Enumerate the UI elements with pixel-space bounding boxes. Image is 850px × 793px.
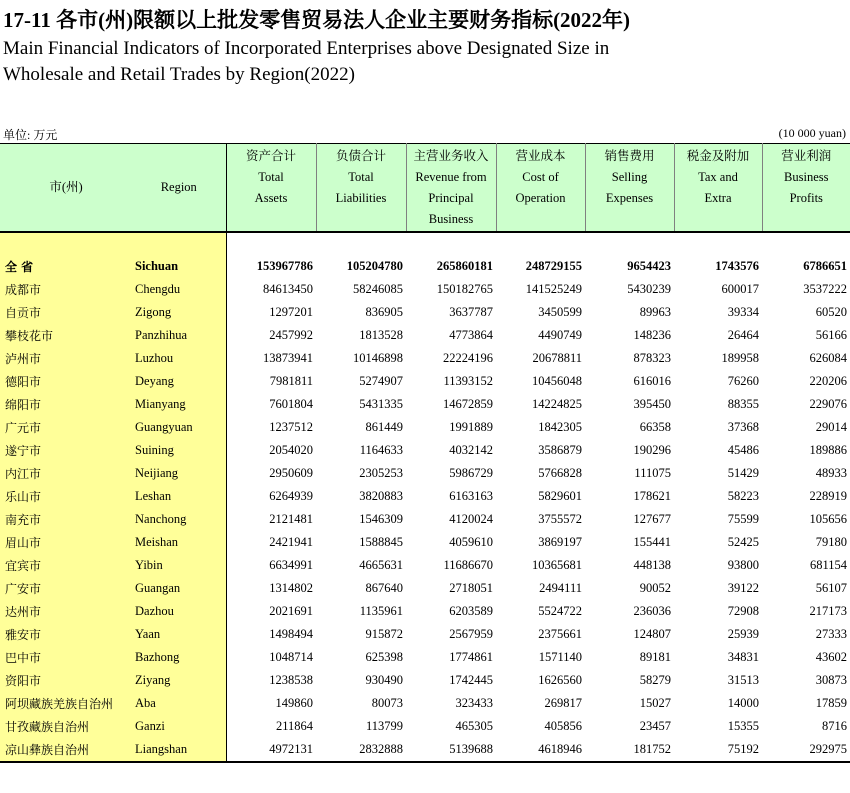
value-cell: 89963 [639,305,671,319]
region-name-en: Aba [132,692,226,715]
value-cell: 5766828 [538,466,582,480]
value-cell: 2021691 [269,604,313,618]
value-cell: 5829601 [538,489,582,503]
spacer-row [0,232,850,255]
value-cell: 89181 [639,650,671,664]
region-name-cn: 绵阳市 [0,393,132,416]
value-cell: 861449 [365,420,403,434]
table-body [0,232,850,762]
page-title-cn: 17-11 各市(州)限额以上批发零售贸易法人企业主要财务指标(2022年) [3,8,631,32]
region-name-en: Chengdu [132,278,226,301]
region-name-cn: 广元市 [0,416,132,439]
region-name-en: Luzhou [132,347,226,370]
value-cell: 3537222 [803,282,847,296]
value-cell: 2375661 [538,627,582,641]
region-name-en: Yaan [132,623,226,646]
table-row [0,278,850,301]
value-cell: 6203589 [449,604,493,618]
region-name-cn: 广安市 [0,577,132,600]
value-cell: 1498494 [269,627,313,641]
value-cell: 625398 [365,650,403,664]
value-cell: 236036 [633,604,671,618]
region-name-cn: 成都市 [0,278,132,301]
value-cell: 148236 [633,328,671,342]
title-en-line2: Wholesale and Retail Trades by Region(2022) [3,64,355,85]
value-cell: 155441 [633,535,671,549]
value-cell: 626084 [809,351,847,365]
region-name-en: Mianyang [132,393,226,416]
value-cell: 58279 [639,673,671,687]
value-cell: 2718051 [449,581,493,595]
region-name-en: Liangshan [132,738,226,762]
value-cell: 66358 [639,420,671,434]
region-name-cn: 达州市 [0,600,132,623]
value-cell: 1626560 [538,673,582,687]
header-selling-expenses: 销售费用 Selling Expenses [585,144,674,233]
value-cell: 75599 [727,512,759,526]
header-revenue: 主营业务收入 Revenue from Principal Business [406,144,496,233]
region-name-cn: 遂宁市 [0,439,132,462]
value-cell: 5986729 [449,466,493,480]
title-en-line1: Main Financial Indicators of Incorporated Enterprises above Designated Size in [3,38,610,59]
value-cell: 8716 [822,719,847,733]
value-cell: 178621 [633,489,671,503]
value-cell: 124807 [633,627,671,641]
value-cell: 292975 [809,742,847,756]
value-cell: 2457992 [269,328,313,342]
region-name-en: Ziyang [132,669,226,692]
value-cell: 915872 [365,627,403,641]
value-cell: 20678811 [532,351,582,365]
region-name-en: Deyang [132,370,226,393]
value-cell: 395450 [633,397,671,411]
value-cell: 867640 [365,581,403,595]
region-name-cn: 宜宾市 [0,554,132,577]
value-cell: 27333 [815,627,847,641]
table-row [0,393,850,416]
value-cell: 323433 [455,696,493,710]
value-cell: 13873941 [263,351,313,365]
value-cell: 88355 [727,397,759,411]
value-cell: 72908 [727,604,759,618]
table-row [0,462,850,485]
value-cell: 51429 [727,466,759,480]
value-cell: 181752 [633,742,671,756]
region-name-en: Guangyuan [132,416,226,439]
region-name-cn: 巴中市 [0,646,132,669]
value-cell: 4120024 [449,512,493,526]
value-cell: 2121481 [269,512,313,526]
region-name-en: Guangan [132,577,226,600]
table-row [0,715,850,738]
region-name-en: Zigong [132,301,226,324]
value-cell: 229076 [809,397,847,411]
value-cell: 681154 [809,558,847,572]
value-cell: 2054020 [269,443,313,457]
region-name-cn: 内江市 [0,462,132,485]
value-cell: 14672859 [443,397,493,411]
table-row [0,554,850,577]
value-cell: 2832888 [359,742,403,756]
value-cell: 269817 [544,696,582,710]
value-cell: 37368 [727,420,759,434]
value-cell: 2421941 [269,535,313,549]
value-cell: 228919 [809,489,847,503]
value-cell: 39334 [727,305,759,319]
value-cell: 4032142 [449,443,493,457]
value-cell: 265860181 [436,259,493,273]
value-cell: 80073 [371,696,403,710]
value-cell: 5524722 [538,604,582,618]
value-cell: 23457 [639,719,671,733]
value-cell: 153967786 [256,259,313,273]
value-cell: 14224825 [532,397,582,411]
value-cell: 190296 [633,443,671,457]
unit-label-en: (10 000 yuan) [778,126,846,140]
value-cell: 3637787 [449,305,493,319]
value-cell: 4059610 [449,535,493,549]
table-row [0,692,850,715]
value-cell: 79180 [815,535,847,549]
region-name-en: Panzhihua [132,324,226,347]
value-cell: 7981811 [269,374,313,388]
table-row [0,623,850,646]
value-cell: 1238538 [269,673,313,687]
value-cell: 58246085 [353,282,403,296]
page-title-en [3,36,609,88]
value-cell: 4972131 [269,742,313,756]
value-cell: 5431335 [359,397,403,411]
header-tax-extra: 税金及附加 Tax and Extra [674,144,762,233]
value-cell: 48933 [815,466,847,480]
value-cell: 26464 [727,328,759,342]
value-cell: 113799 [365,719,403,733]
value-cell: 76260 [727,374,759,388]
value-cell: 11686670 [443,558,493,572]
region-name-cn: 泸州市 [0,347,132,370]
value-cell: 248729155 [525,259,582,273]
table-row [0,738,850,762]
header-business-profits: 营业利润 Business Profits [762,144,850,233]
region-name-cn: 德阳市 [0,370,132,393]
value-cell: 1842305 [538,420,582,434]
value-cell: 34831 [727,650,759,664]
value-cell: 39122 [727,581,759,595]
value-cell: 7601804 [269,397,313,411]
unit-label-cn: 单位: 万元 [3,128,58,142]
value-cell: 6264939 [269,489,313,503]
region-name-en: Bazhong [132,646,226,669]
region-name-en: Neijiang [132,462,226,485]
value-cell: 4618946 [538,742,582,756]
value-cell: 10365681 [532,558,582,572]
header-cost-of-operation: 营业成本 Cost of Operation [496,144,585,233]
value-cell: 105656 [809,512,847,526]
value-cell: 600017 [721,282,759,296]
value-cell: 189886 [809,443,847,457]
value-cell: 111075 [634,466,671,480]
table-row [0,347,850,370]
value-cell: 105204780 [346,259,403,273]
region-name-en: Sichuan [132,255,226,278]
value-cell: 2494111 [539,581,582,595]
value-cell: 52425 [727,535,759,549]
value-cell: 448138 [633,558,671,572]
value-cell: 5430239 [627,282,671,296]
header-region-en: Region [160,179,197,194]
region-name-en: Yibin [132,554,226,577]
value-cell: 11393152 [443,374,493,388]
value-cell: 150182765 [436,282,493,296]
value-cell: 22224196 [443,351,493,365]
value-cell: 17859 [815,696,847,710]
value-cell: 1991889 [449,420,493,434]
value-cell: 211864 [275,719,313,733]
region-name-cn: 阿坝藏族羌族自治州 [0,692,132,715]
value-cell: 465305 [455,719,493,733]
value-cell: 3869197 [538,535,582,549]
value-cell: 58223 [727,489,759,503]
value-cell: 10456048 [532,374,582,388]
table-row [0,577,850,600]
value-cell: 220206 [809,374,847,388]
region-name-cn: 攀枝花市 [0,324,132,347]
value-cell: 189958 [721,351,759,365]
table-row [0,669,850,692]
table-row [0,485,850,508]
value-cell: 84613450 [263,282,313,296]
value-cell: 1774861 [449,650,493,664]
header-total-liabilities: 负债合计 Total Liabilities [316,144,406,233]
value-cell: 60520 [815,305,847,319]
value-cell: 6786651 [803,259,847,273]
value-cell: 93800 [727,558,759,572]
region-name-cn: 全 省 [0,255,132,278]
table-row [0,531,850,554]
value-cell: 5274907 [359,374,403,388]
table-row [0,439,850,462]
value-cell: 3586879 [538,443,582,457]
value-cell: 15355 [727,719,759,733]
value-cell: 1297201 [269,305,313,319]
value-cell: 6163163 [449,489,493,503]
value-cell: 14000 [727,696,759,710]
value-cell: 217173 [809,604,847,618]
value-cell: 1546309 [359,512,403,526]
header-region-cn: 市(州) [49,179,83,194]
value-cell: 4773864 [449,328,493,342]
value-cell: 3755572 [538,512,582,526]
value-cell: 1048714 [269,650,313,664]
value-cell: 56166 [815,328,847,342]
region-name-cn: 乐山市 [0,485,132,508]
table-row [0,301,850,324]
value-cell: 1237512 [269,420,313,434]
region-name-en: Leshan [132,485,226,508]
table-row [0,508,850,531]
value-cell: 1314802 [269,581,313,595]
value-cell: 43602 [815,650,847,664]
region-name-cn: 甘孜藏族自治州 [0,715,132,738]
value-cell: 1164633 [359,443,403,457]
value-cell: 2305253 [359,466,403,480]
value-cell: 15027 [639,696,671,710]
value-cell: 878323 [633,351,671,365]
region-name-cn: 雅安市 [0,623,132,646]
value-cell: 30873 [815,673,847,687]
value-cell: 1588845 [359,535,403,549]
value-cell: 25939 [727,627,759,641]
header-row [0,144,850,233]
value-cell: 4490749 [538,328,582,342]
value-cell: 90052 [639,581,671,595]
value-cell: 9654423 [627,259,671,273]
value-cell: 1743576 [715,259,759,273]
value-cell: 75192 [727,742,759,756]
value-cell: 141525249 [525,282,582,296]
table-row-total [0,255,850,278]
value-cell: 405856 [544,719,582,733]
value-cell: 836905 [365,305,403,319]
value-cell: 10146898 [353,351,403,365]
value-cell: 3820883 [359,489,403,503]
value-cell: 3450599 [538,305,582,319]
value-cell: 1571140 [538,650,582,664]
region-name-cn: 眉山市 [0,531,132,554]
region-name-cn: 资阳市 [0,669,132,692]
value-cell: 1135961 [359,604,403,618]
value-cell: 45486 [727,443,759,457]
value-cell: 4665631 [359,558,403,572]
value-cell: 2567959 [449,627,493,641]
header-total-assets: 资产合计 Total Assets [226,144,316,233]
region-name-en: Meishan [132,531,226,554]
financial-table-wrapper [0,143,850,763]
table-row [0,324,850,347]
value-cell: 616016 [633,374,671,388]
value-cell: 6634991 [269,558,313,572]
table-row [0,646,850,669]
region-name-en: Nanchong [132,508,226,531]
region-name-en: Suining [132,439,226,462]
value-cell: 5139688 [449,742,493,756]
value-cell: 930490 [365,673,403,687]
region-name-cn: 凉山彝族自治州 [0,738,132,762]
value-cell: 1742445 [449,673,493,687]
table-row [0,416,850,439]
region-name-en: Dazhou [132,600,226,623]
value-cell: 29014 [815,420,847,434]
region-name-cn: 自贡市 [0,301,132,324]
financial-table [0,143,850,763]
value-cell: 56107 [815,581,847,595]
table-row [0,600,850,623]
value-cell: 1813528 [359,328,403,342]
table-row [0,370,850,393]
value-cell: 149860 [275,696,313,710]
region-name-cn: 南充市 [0,508,132,531]
value-cell: 31513 [727,673,759,687]
region-name-en: Ganzi [132,715,226,738]
value-cell: 2950609 [269,466,313,480]
value-cell: 127677 [633,512,671,526]
